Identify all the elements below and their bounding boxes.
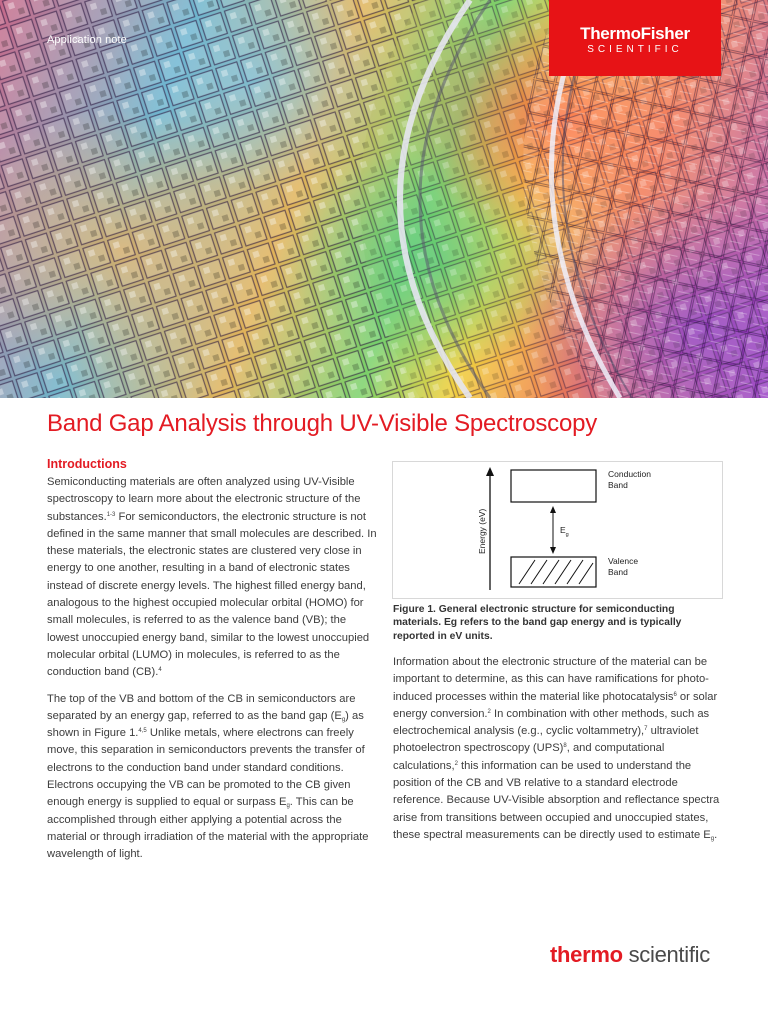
valence-band-label-line-2: Band	[608, 567, 628, 577]
logo-line-1: ThermoFisher	[580, 24, 690, 43]
conduction-band-box	[511, 470, 596, 502]
citation: 1-3	[106, 511, 116, 518]
valence-band-box	[511, 557, 596, 587]
citation: 2	[487, 708, 491, 715]
wordmark-scientific: scientific	[622, 942, 710, 967]
subscript: g	[710, 835, 715, 842]
valence-band-label-line-1: Valence	[608, 556, 639, 566]
intro-paragraph-1	[47, 474, 377, 682]
right-paragraph-1	[393, 654, 723, 844]
citation: 6	[673, 691, 677, 698]
band-gap-arrowhead-down	[550, 547, 556, 554]
text-run: Semiconducting materials are often analyzed using UV-Visible spectroscopy to learn more about the electronic structure of the substances.	[47, 476, 361, 523]
text-run: ultraviolet photoelectron spectroscopy (UPS)	[393, 725, 699, 755]
wordmark-thermo: thermo	[550, 942, 623, 967]
band-diagram	[393, 462, 722, 598]
text-run: , and computational calculations,	[393, 742, 665, 772]
conduction-band-label-line-2: Band	[608, 480, 628, 490]
citation: 2	[454, 760, 458, 767]
text-run: In combination with other methods, such as electrochemical analysis (e.g., cyclic voltammetry),	[393, 707, 710, 738]
band-gap-subscript: g	[565, 532, 569, 538]
text-run: Unlike metals, where electrons can freely move, this separation in semiconductors prevents the transfer of electrons to the conduction band under standard conditions. Electrons occupying the VB can be promoted to the CB given enough energy is supplied to equal or surpass E	[47, 727, 365, 809]
figure-1-caption: Figure 1. General electronic structure for semiconducting materials. Eg refers to the band gap energy and is typically reported in eV units.	[393, 604, 682, 642]
intro-paragraph-2	[47, 691, 377, 864]
citation: 8	[563, 743, 567, 750]
text-run: Information about the electronic structure of the material can be important to determine, as this can have ramifications for photo-induced processes within the material like photocatalysis	[393, 656, 709, 703]
band-gap-arrowhead-up	[550, 506, 556, 513]
thermo-scientific-wordmark	[550, 942, 710, 968]
thermofisher-logo[interactable]	[549, 0, 721, 76]
citation: 4,5	[138, 728, 147, 735]
section-heading-introductions: Introductions	[47, 457, 127, 471]
logo-line-2: SCIENTIFIC	[587, 44, 683, 55]
citation: 4	[158, 667, 162, 674]
text-run: . This can be accomplished through either applying a potential across the material or through irradiation of the material with the appropriate wavelength of light.	[47, 796, 369, 861]
subscript: g	[341, 716, 346, 723]
document-type-label: Application note	[47, 34, 127, 46]
text-run: this information can be used to understand the position of the CB and VB relative to a standard electrode reference. Because UV-Visible absorption and reflectance spectra arise from transitions between occupied and unoccupied states, these spectral measurements can be directly used to estimate E	[393, 759, 720, 841]
conduction-band-label-line-1: Conduction	[608, 469, 652, 479]
text-run: .	[714, 828, 718, 841]
energy-axis-label: Energy (eV)	[477, 508, 487, 554]
right-column	[393, 654, 723, 853]
page-title: Band Gap Analysis through UV-Visible Spectroscopy	[47, 410, 598, 437]
text-run: or solar energy conversion.	[393, 690, 718, 720]
hero-image	[0, 0, 768, 398]
subscript: g	[286, 803, 290, 810]
citation: 7	[644, 726, 648, 733]
text-run: For semiconductors, the electronic structure is not defined in the same manner that small molecules are described. In these materials, the electronic states are clustered very close in energy to one another, resulting in a band of electronic states instead of discrete energy levels. The highest filled energy band, analogous to the highest occupied molecular orbital (HOMO) for small molecules, is referred to as the valence band (VB); the lowest unoccupied energy band, similar to the lowest unoccupied molecular orbital (LUMO) in molecules, is referred to as the conduction band (CB).	[47, 510, 377, 679]
text-run: ) as shown in Figure 1.	[47, 709, 364, 740]
band-gap-label	[560, 525, 569, 538]
figure-1-band-diagram	[392, 461, 723, 599]
text-run: The top of the VB and bottom of the CB in semiconductors are separated by an energy gap, referred to as the band gap (E	[47, 692, 356, 722]
left-column	[47, 457, 377, 873]
band-gap-symbol: E	[560, 525, 566, 535]
energy-axis-arrowhead	[486, 467, 494, 476]
